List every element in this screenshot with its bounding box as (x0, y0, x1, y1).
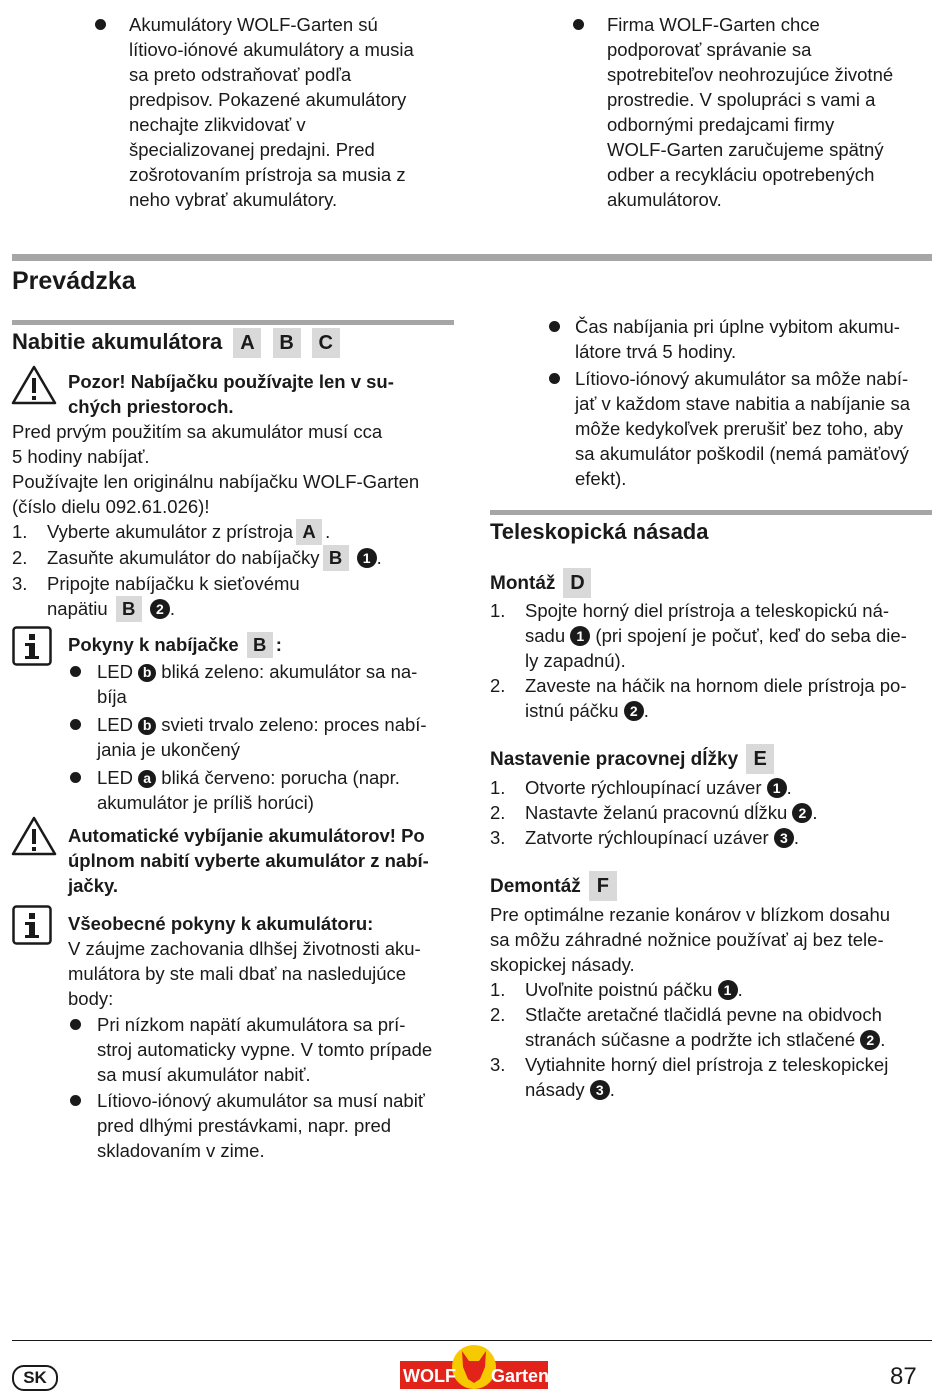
list-item (68, 1012, 456, 1087)
led-label: LED (97, 767, 133, 788)
text-line: skopickej násady. (490, 954, 635, 975)
telescopic-heading: Teleskopická násada (490, 519, 709, 544)
step-number: 2. (12, 547, 28, 568)
figure-ref-box: C (312, 328, 340, 358)
text-line: Stlačte aretačné tlačidlá pevne na obidvoch (525, 1004, 882, 1025)
figure-ref-box: B (116, 596, 142, 622)
footer-rule (12, 1340, 932, 1341)
callout-number: 3 (774, 828, 794, 848)
text-line: jačky. (68, 875, 119, 896)
text-line: lítiovo-iónové akumulátory a musia (129, 39, 414, 60)
section-rule (12, 254, 932, 261)
led-item (68, 712, 456, 762)
text-line: odbornými predajcami firmy (607, 114, 835, 135)
step-number: 3. (12, 573, 28, 594)
montaz-steps (490, 598, 935, 723)
step-item: 2. Stlačte aretačné tlačidlá pevne na obidvoch stranách súčasne a podržte ich stlačené 2 . (490, 1002, 935, 1052)
text-line: akumulátor je príliš horúci) (97, 792, 314, 813)
text-line: spotrebiteľov neohrozujúce životné (607, 64, 894, 85)
text-line: Pre optimálne rezanie konárov v blízkom dosahu (490, 904, 891, 925)
step-number: 2. (490, 802, 506, 823)
bullet-dot (549, 321, 560, 332)
text-line: pred dlhými prestávkami, napr. pred (97, 1115, 392, 1136)
bullet-dot (95, 19, 106, 30)
text-line: stroj automaticky vypne. V tomto prípade (97, 1039, 433, 1060)
step-item: 3. Vytiahnite horný diel prístroja z teleskopickej násady 3 . (490, 1052, 935, 1102)
text-line: akumulátorov. (607, 189, 722, 210)
text-line: Otvorte rýchloupínací uzáver (525, 777, 762, 798)
heading-text: Nastavenie pracovnej dĺžky (490, 749, 739, 770)
subsection-rule (12, 320, 454, 325)
text-line: V záujme zachovania dlhšej životnosti aku- (68, 938, 421, 959)
callout-number: 1 (357, 548, 377, 568)
text-line: jania je ukončený (97, 739, 240, 760)
led-label: LED (97, 714, 133, 735)
step-item: 1. Otvorte rýchloupínací uzáver 1 . (490, 777, 792, 798)
step-number: 2. (490, 675, 506, 696)
text-line: látore trvá 5 hodiny. (575, 341, 737, 362)
step-number: 3. (490, 827, 506, 848)
text-line: body: (68, 988, 114, 1009)
step-number: 1. (12, 521, 28, 542)
text-line: sa preto odstraňovať podľa (129, 64, 352, 85)
callout-number: 1 (570, 626, 590, 646)
step-item: 3. Zatvorte rýchloupínací uzáver 3 . (490, 827, 799, 848)
step-item (12, 571, 452, 622)
text-line: sa môžu záhradné nožnice používať aj bez tele- (490, 929, 884, 950)
heading-text: Montáž (490, 573, 556, 594)
list-item (68, 1088, 456, 1163)
led-label: LED (97, 661, 133, 682)
demontaz-body (490, 902, 935, 1102)
led-item (68, 765, 456, 815)
text-line: podporovať správanie sa (607, 39, 812, 60)
step-number: 1. (490, 979, 506, 1000)
text-line: Firma WOLF-Garten chce (607, 14, 820, 35)
callout-number: 2 (150, 599, 170, 619)
step-text: napätiu (47, 598, 108, 619)
text-line: Pri nízkom napätí akumulátora sa prí- (97, 1014, 406, 1035)
text-line: ly zapadnú). (525, 650, 626, 671)
text-line: Pozor! Nabíjačku používajte len v su- (68, 371, 394, 392)
text-line: mulátora by ste mali dbať na nasledujúce (68, 963, 407, 984)
warning-text-1 (68, 369, 394, 419)
charger-notes (68, 632, 456, 815)
callout-number: 1 (718, 980, 738, 1000)
step-number: 1. (490, 777, 506, 798)
figure-ref-box: E (746, 744, 774, 774)
bullet-dot (70, 719, 81, 730)
text-line: Zaveste na háčik na hornom diele prístroja po- (525, 675, 907, 696)
figure-ref-box: B (247, 632, 273, 658)
nastavenie-heading (490, 744, 777, 775)
text-line: predpisov. Pokazené akumulátory (129, 89, 407, 110)
info-icon (12, 905, 52, 945)
nastavenie-steps (490, 775, 935, 850)
text-line: Čas nabíjania pri úplne vybitom akumu- (575, 316, 900, 337)
demontaz-heading (490, 871, 620, 902)
text-line: jať v každom stave nabitia a nabíjanie sa (575, 393, 910, 414)
text-line: bíja (97, 686, 127, 707)
wolf-garten-logo (400, 1345, 548, 1390)
callout-number: 2 (792, 803, 812, 823)
text-line: svieti trvalo zeleno: proces nabí- (161, 714, 427, 735)
text-line: Lítiovo-iónový akumulátor sa môže nabí- (575, 368, 909, 389)
step-text: Zasuňte akumulátor do nabíjačky (47, 547, 320, 568)
charging-intro (12, 419, 419, 519)
step-item: 2. Nastavte želanú pracovnú dĺžku 2 . (490, 802, 818, 823)
text-line: Pred prvým použitím sa akumulátor musí cca (12, 421, 383, 442)
list-item (549, 366, 934, 491)
text-line: nechajte zlikvidovať v (129, 114, 306, 135)
wolf-head-icon (458, 1349, 490, 1385)
text-line: sadu (525, 625, 566, 646)
warning-text-2 (68, 823, 429, 898)
text-line: špecializovanej predajni. Pred (129, 139, 375, 160)
bullet-dot (70, 1095, 81, 1106)
text-line: 5 hodiny nabíjať. (12, 446, 150, 467)
figure-ref-box: B (323, 545, 349, 571)
step-item (12, 545, 452, 571)
battery-notes (68, 911, 456, 1163)
bullet-dot (70, 666, 81, 677)
subsection-rule (490, 510, 932, 515)
callout-letter: b (138, 717, 156, 735)
text-line: efekt). (575, 468, 627, 489)
figure-ref-box: B (273, 328, 301, 358)
text-line: Uvoľnite poistnú páčku (525, 979, 713, 1000)
text-line: bliká červeno: porucha (napr. (161, 767, 400, 788)
step-item: 2. Zaveste na háčik na hornom diele prístroja po- istnú páčku 2 . (490, 673, 935, 723)
figure-ref-box: A (233, 328, 261, 358)
info-colon: : (275, 634, 282, 655)
text-line: neho vybrať akumulátory. (129, 189, 338, 210)
bullet-dot (70, 772, 81, 783)
text-line: Lítiovo-iónový akumulátor sa musí nabiť (97, 1090, 425, 1111)
language-badge: SK (12, 1365, 58, 1391)
text-line: chých priestoroch. (68, 396, 234, 417)
heading-text: Demontáž (490, 876, 581, 897)
callout-letter: b (138, 664, 156, 682)
charging-facts (549, 314, 934, 491)
logo-right-text: Garten (491, 1366, 550, 1386)
info-title: Všeobecné pokyny k akumulátoru: (68, 913, 374, 934)
montaz-heading (490, 568, 594, 599)
text-line: (pri spojení je počuť, keď do seba die- (595, 625, 907, 646)
warning-icon (11, 816, 57, 856)
text-line: stranách súčasne a podržte ich stlačené (525, 1029, 856, 1050)
step-text: Vyberte akumulátor z prístroja (47, 521, 294, 542)
callout-number: 2 (624, 701, 644, 721)
top-right-bullet (573, 12, 933, 212)
text-line: bliká zeleno: akumulátor sa na- (161, 661, 418, 682)
text-line: odber a recykláciu opotrebených (607, 164, 875, 185)
text-line: zošrotovaním prístroja sa musia z (129, 164, 406, 185)
section-title: Prevádzka (12, 267, 136, 295)
step-text: Pripojte nabíjačku k sieťovému (47, 573, 300, 594)
callout-number: 3 (590, 1080, 610, 1100)
text-line: istnú páčku (525, 700, 619, 721)
list-item (549, 314, 934, 364)
text-line: sa akumulátor poškodil (nemá pamäťový (575, 443, 909, 464)
step-end: . (169, 598, 175, 619)
step-number: 1. (490, 600, 506, 621)
charging-heading (12, 327, 343, 358)
info-icon (12, 626, 52, 666)
page-number: 87 (890, 1363, 917, 1390)
top-left-bullet (95, 12, 455, 212)
text-line: úplnom nabití vyberte akumulátor z nabí- (68, 850, 429, 871)
step-number: 2. (490, 1004, 506, 1025)
text-line: Vytiahnite horný diel prístroja z teleskopickej (525, 1054, 889, 1075)
text-line: prostredie. V spolupráci s vami a (607, 89, 876, 110)
text-line: Automatické vybíjanie akumulátorov! Po (68, 825, 425, 846)
step-end: . (325, 521, 331, 542)
text-line: Spojte horný diel prístroja a teleskopickú ná- (525, 600, 890, 621)
step-end: . (376, 547, 382, 568)
text-line: WOLF-Garten zaručujeme spätný (607, 139, 884, 160)
info-title: Pokyny k nabíjačke (68, 634, 239, 655)
text-line: Zatvorte rýchloupínací uzáver (525, 827, 769, 848)
figure-ref-box: A (296, 519, 322, 545)
step-item (12, 519, 452, 545)
step-item (490, 598, 935, 673)
callout-number: 2 (860, 1030, 880, 1050)
text-line: sa musí akumulátor nabiť. (97, 1064, 311, 1085)
text-line: Používajte len originálnu nabíjačku WOLF-Garten (12, 471, 420, 492)
led-item (68, 659, 456, 709)
heading-text: Nabitie akumulátora (12, 329, 223, 354)
logo-left-text: WOLF (403, 1366, 456, 1386)
callout-letter: a (138, 770, 156, 788)
text-line: Nastavte želanú pracovnú dĺžku (525, 802, 788, 823)
text-line: Akumulátory WOLF-Garten sú (129, 14, 378, 35)
bullet-dot (70, 1019, 81, 1030)
text-line: násady (525, 1079, 585, 1100)
step-number: 3. (490, 1054, 506, 1075)
figure-ref-box: D (563, 568, 591, 598)
text-line: skladovaním v zime. (97, 1140, 265, 1161)
figure-ref-box: F (589, 871, 617, 901)
step-item: 1. Uvoľnite poistnú páčku 1 . (490, 979, 743, 1000)
text-line: môže kedykoľvek prerušiť bez toho, aby (575, 418, 904, 439)
bullet-dot (573, 19, 584, 30)
charging-steps (12, 519, 452, 622)
warning-icon (11, 365, 57, 405)
callout-number: 1 (767, 778, 787, 798)
text-line: (číslo dielu 092.61.026)! (12, 496, 210, 517)
bullet-dot (549, 373, 560, 384)
